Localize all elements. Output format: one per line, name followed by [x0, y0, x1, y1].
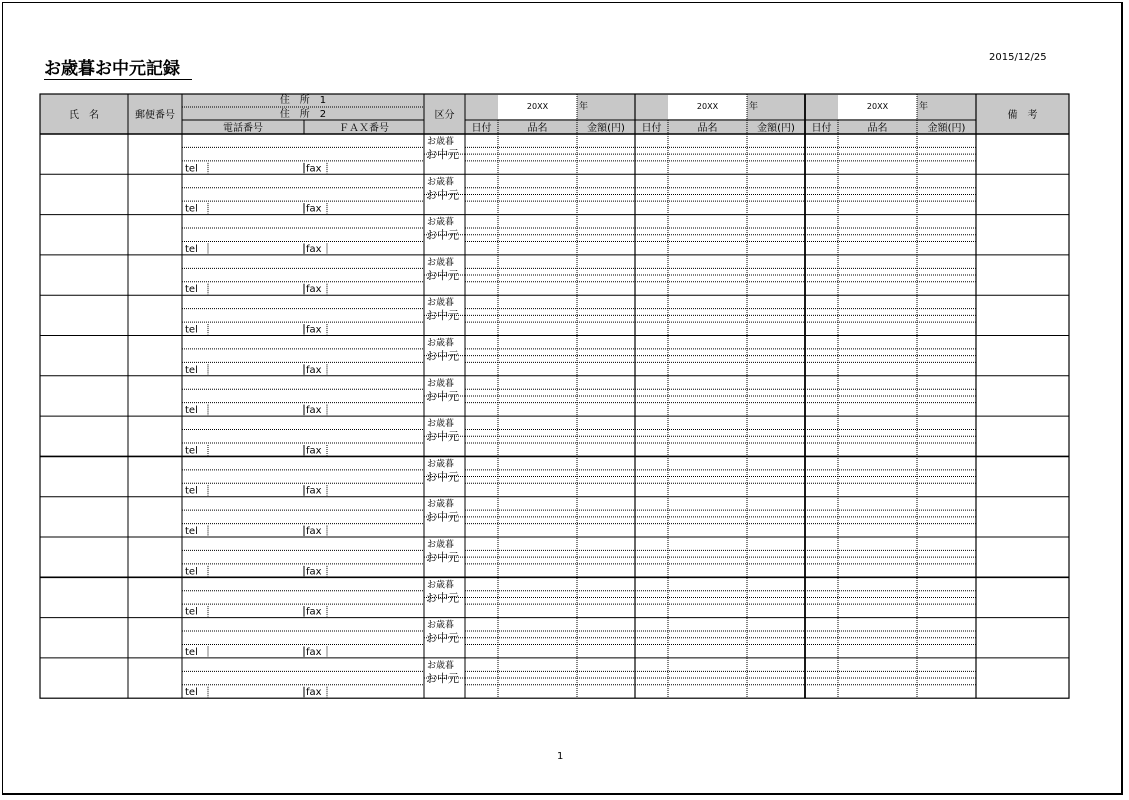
oseibo-label: お歳暮 [427, 298, 455, 309]
tel-label: tel [185, 485, 198, 497]
tel-label: tel [185, 163, 198, 175]
tel-label: tel [185, 646, 198, 658]
fax-label: fax [306, 203, 322, 215]
fax-label: fax [306, 687, 322, 699]
fax-label: fax [306, 566, 322, 578]
fax-label: fax [306, 243, 322, 255]
header-phone: 電話番号 [223, 123, 263, 134]
oseibo-label: お歳暮 [427, 620, 455, 631]
year-value-1: 20XX [526, 102, 549, 111]
header-remarks: 備 考 [1007, 110, 1038, 121]
oseibo-label: お歳暮 [427, 499, 455, 510]
ochugen-label: お中元 [426, 510, 459, 524]
oseibo-label: お歳暮 [427, 459, 455, 470]
oseibo-label: お歳暮 [427, 378, 455, 389]
oseibo-label: お歳暮 [427, 177, 455, 188]
ochugen-label: お中元 [426, 188, 459, 202]
page-number: 1 [557, 751, 564, 762]
ochugen-label: お中元 [426, 631, 459, 645]
tel-label: tel [185, 606, 198, 618]
fax-label: fax [306, 606, 322, 618]
ochugen-label: お中元 [426, 430, 459, 444]
ochugen-label: お中元 [426, 228, 459, 242]
oseibo-label: お歳暮 [427, 257, 455, 268]
fax-label: fax [306, 445, 322, 457]
fax-label: fax [306, 646, 322, 658]
header-name: 氏 名 [69, 110, 99, 121]
year-value-2: 20XX [696, 102, 719, 111]
oseibo-label: お歳暮 [427, 540, 455, 550]
year-suffix-3: 年 [919, 102, 929, 112]
ochugen-label: お中元 [426, 389, 459, 403]
fax-label: fax [306, 405, 322, 417]
header-address1: 住 所 1 [279, 95, 327, 106]
date-column-header: 日付 [811, 123, 832, 134]
fax-label: fax [306, 364, 322, 376]
tel-label: tel [185, 687, 198, 699]
tel-label: tel [185, 364, 198, 376]
amount-column-header: 金額(円) [757, 123, 795, 134]
header-fax: ＦＡＸ番号 [339, 123, 389, 134]
ochugen-label: お中元 [426, 148, 459, 161]
tel-label: tel [185, 526, 198, 537]
tel-label: tel [185, 324, 198, 336]
oseibo-label: お歳暮 [427, 419, 455, 430]
ochugen-label: お中元 [426, 349, 459, 363]
oseibo-label: お歳暮 [427, 660, 455, 671]
oseibo-label: お歳暮 [427, 580, 455, 591]
item-column-header: 品名 [867, 123, 888, 134]
ochugen-label: お中元 [426, 470, 459, 484]
amount-column-header: 金額(円) [587, 123, 625, 134]
tel-label: tel [185, 566, 198, 578]
year-suffix-2: 年 [749, 102, 759, 112]
oseibo-label: お歳暮 [427, 137, 455, 147]
tel-label: tel [185, 243, 198, 255]
fax-label: fax [306, 163, 322, 175]
ochugen-label: お中元 [426, 591, 459, 605]
year-value-3: 20XX [866, 102, 889, 111]
fax-label: fax [306, 324, 322, 336]
ochugen-label: お中元 [426, 268, 459, 282]
item-column-header: 品名 [697, 123, 718, 134]
header-postal: 郵便番号 [135, 110, 175, 121]
tel-label: tel [185, 203, 198, 215]
ochugen-label: お中元 [426, 551, 459, 564]
print-date: 2015/12/25 [989, 52, 1047, 63]
oseibo-label: お歳暮 [427, 217, 455, 228]
oseibo-label: お歳暮 [427, 338, 455, 349]
fax-label: fax [306, 284, 322, 296]
date-column-header: 日付 [471, 123, 492, 134]
header-category: 区分 [434, 110, 455, 121]
fax-label: fax [306, 526, 322, 537]
date-column-header: 日付 [641, 123, 662, 134]
tel-label: tel [185, 445, 198, 457]
tel-label: tel [185, 284, 198, 296]
ochugen-label: お中元 [426, 671, 459, 685]
amount-column-header: 金額(円) [927, 123, 966, 134]
tel-label: tel [185, 405, 198, 417]
item-column-header: 品名 [527, 123, 548, 134]
page-title: お歳暮お中元記録 [44, 59, 192, 80]
ochugen-label: お中元 [426, 309, 459, 323]
year-suffix-1: 年 [579, 102, 589, 112]
fax-label: fax [306, 485, 322, 497]
header-address2: 住 所 2 [279, 109, 327, 120]
